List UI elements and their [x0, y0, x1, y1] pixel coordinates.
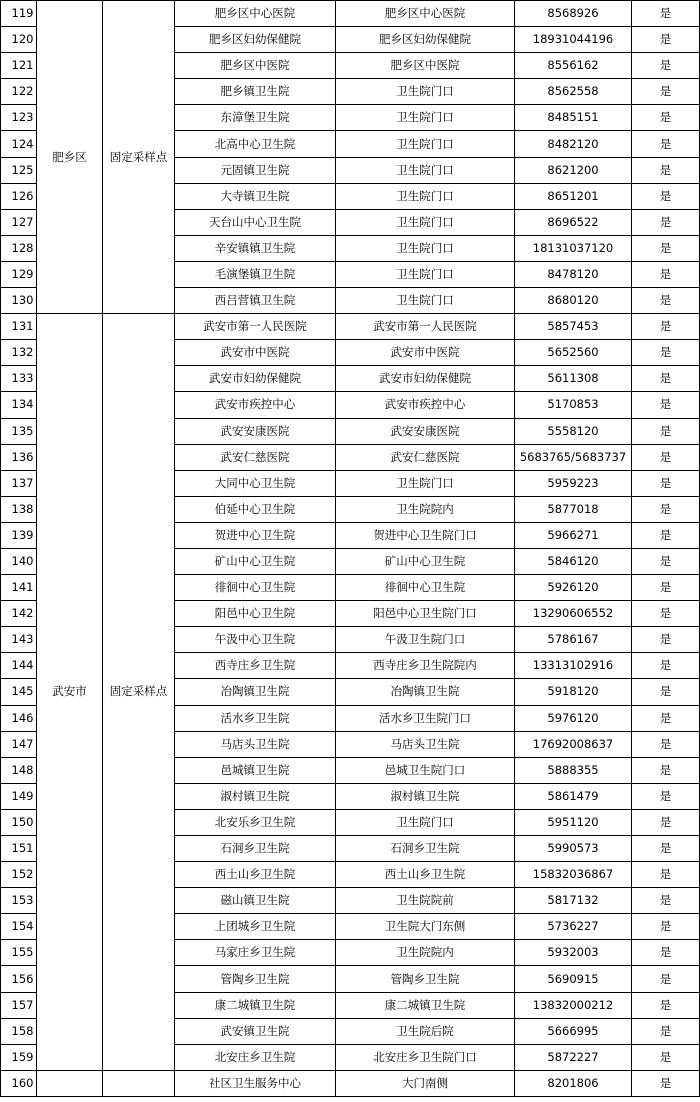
phone-cell: 5932003	[515, 940, 632, 966]
site-name-cell: 北安庄乡卫生院	[175, 1044, 336, 1070]
availability-cell: 是	[632, 809, 700, 835]
phone-cell: 8482120	[515, 131, 632, 157]
availability-cell: 是	[632, 183, 700, 209]
district-cell	[37, 1070, 103, 1096]
availability-cell: 是	[632, 261, 700, 287]
availability-cell: 是	[632, 992, 700, 1018]
sampling-location-cell: 贺进中心卫生院门口	[336, 522, 515, 548]
row-number-cell: 153	[1, 888, 37, 914]
phone-cell: 8562558	[515, 79, 632, 105]
site-name-cell: 武安市中医院	[175, 340, 336, 366]
phone-cell: 5683765/5683737	[515, 444, 632, 470]
sampling-location-cell: 大门南侧	[336, 1070, 515, 1096]
site-name-cell: 北高中心卫生院	[175, 131, 336, 157]
availability-cell: 是	[632, 1018, 700, 1044]
site-name-cell: 康二城镇卫生院	[175, 992, 336, 1018]
row-number-cell: 154	[1, 914, 37, 940]
table-body	[1, 1, 700, 1097]
row-number-cell: 140	[1, 548, 37, 574]
sampling-location-cell: 卫生院门口	[336, 131, 515, 157]
site-name-cell: 贺进中心卫生院	[175, 522, 336, 548]
row-number-cell: 147	[1, 731, 37, 757]
site-name-cell: 辛安镇镇卫生院	[175, 235, 336, 261]
sampling-location-cell: 卫生院门口	[336, 235, 515, 261]
row-number-cell: 145	[1, 679, 37, 705]
phone-cell: 5611308	[515, 366, 632, 392]
availability-cell: 是	[632, 496, 700, 522]
site-name-cell: 矿山中心卫生院	[175, 548, 336, 574]
sampling-location-cell: 卫生院院前	[336, 888, 515, 914]
row-number-cell: 139	[1, 522, 37, 548]
site-name-cell: 淑村镇卫生院	[175, 783, 336, 809]
phone-cell: 15832036867	[515, 862, 632, 888]
sampling-location-cell: 卫生院后院	[336, 1018, 515, 1044]
row-number-cell: 144	[1, 653, 37, 679]
site-name-cell: 大寺镇卫生院	[175, 183, 336, 209]
row-number-cell: 125	[1, 157, 37, 183]
site-name-cell: 石洞乡卫生院	[175, 836, 336, 862]
row-number-cell: 160	[1, 1070, 37, 1096]
availability-cell: 是	[632, 705, 700, 731]
phone-cell: 5861479	[515, 783, 632, 809]
site-name-cell: 马家庄乡卫生院	[175, 940, 336, 966]
sampling-location-cell: 卫生院门口	[336, 209, 515, 235]
availability-cell: 是	[632, 392, 700, 418]
row-number-cell: 137	[1, 470, 37, 496]
row-number-cell: 136	[1, 444, 37, 470]
availability-cell: 是	[632, 575, 700, 601]
sampling-location-cell: 卫生院门口	[336, 288, 515, 314]
phone-cell: 8478120	[515, 261, 632, 287]
row-number-cell: 124	[1, 131, 37, 157]
district-cell: 武安市	[37, 314, 103, 1071]
site-name-cell: 徘徊中心卫生院	[175, 575, 336, 601]
availability-cell: 是	[632, 522, 700, 548]
row-number-cell: 132	[1, 340, 37, 366]
phone-cell: 8568926	[515, 1, 632, 27]
phone-cell: 5926120	[515, 575, 632, 601]
phone-cell: 5888355	[515, 757, 632, 783]
phone-cell: 5170853	[515, 392, 632, 418]
availability-cell: 是	[632, 314, 700, 340]
phone-cell: 5817132	[515, 888, 632, 914]
site-name-cell: 活水乡卫生院	[175, 705, 336, 731]
row-number-cell: 119	[1, 1, 37, 27]
site-name-cell: 武安安康医院	[175, 418, 336, 444]
site-name-cell: 西土山乡卫生院	[175, 862, 336, 888]
phone-cell: 13290606552	[515, 601, 632, 627]
availability-cell: 是	[632, 288, 700, 314]
sampling-location-cell: 阳邑中心卫生院门口	[336, 601, 515, 627]
phone-cell: 5846120	[515, 548, 632, 574]
phone-cell: 18931044196	[515, 27, 632, 53]
row-number-cell: 120	[1, 27, 37, 53]
row-number-cell: 148	[1, 757, 37, 783]
site-name-cell: 武安市第一人民医院	[175, 314, 336, 340]
sampling-location-cell: 活水乡卫生院门口	[336, 705, 515, 731]
site-name-cell: 肥乡区妇幼保健院	[175, 27, 336, 53]
site-name-cell: 邑城镇卫生院	[175, 757, 336, 783]
row-number-cell: 135	[1, 418, 37, 444]
site-name-cell: 武安市疾控中心	[175, 392, 336, 418]
site-type-cell: 固定采样点	[103, 1, 175, 314]
phone-cell: 5666995	[515, 1018, 632, 1044]
sampling-location-cell: 西寺庄乡卫生院院内	[336, 653, 515, 679]
site-name-cell: 北安乐乡卫生院	[175, 809, 336, 835]
site-name-cell: 肥乡镇卫生院	[175, 79, 336, 105]
site-name-cell: 伯延中心卫生院	[175, 496, 336, 522]
sampling-location-cell: 武安仁慈医院	[336, 444, 515, 470]
availability-cell: 是	[632, 209, 700, 235]
availability-cell: 是	[632, 601, 700, 627]
sampling-location-cell: 淑村镇卫生院	[336, 783, 515, 809]
site-name-cell: 毛演堡镇卫生院	[175, 261, 336, 287]
phone-cell: 8201806	[515, 1070, 632, 1096]
site-name-cell: 武安市妇幼保健院	[175, 366, 336, 392]
sampling-location-cell: 武安市第一人民医院	[336, 314, 515, 340]
phone-cell: 5558120	[515, 418, 632, 444]
site-name-cell: 上团城乡卫生院	[175, 914, 336, 940]
availability-cell: 是	[632, 105, 700, 131]
sampling-location-cell: 卫生院门口	[336, 79, 515, 105]
row-number-cell: 126	[1, 183, 37, 209]
row-number-cell: 158	[1, 1018, 37, 1044]
availability-cell: 是	[632, 966, 700, 992]
availability-cell: 是	[632, 157, 700, 183]
row-number-cell: 159	[1, 1044, 37, 1070]
availability-cell: 是	[632, 862, 700, 888]
site-name-cell: 管陶乡卫生院	[175, 966, 336, 992]
phone-cell: 5857453	[515, 314, 632, 340]
sampling-location-cell: 卫生院门口	[336, 470, 515, 496]
site-name-cell: 肥乡区中心医院	[175, 1, 336, 27]
availability-cell: 是	[632, 131, 700, 157]
sampling-location-cell: 肥乡区中医院	[336, 53, 515, 79]
sampling-location-cell: 武安市中医院	[336, 340, 515, 366]
phone-cell: 5877018	[515, 496, 632, 522]
availability-cell: 是	[632, 783, 700, 809]
phone-cell: 5736227	[515, 914, 632, 940]
phone-cell: 13832000212	[515, 992, 632, 1018]
phone-cell: 5690915	[515, 966, 632, 992]
phone-cell: 18131037120	[515, 235, 632, 261]
availability-cell: 是	[632, 27, 700, 53]
phone-cell: 8680120	[515, 288, 632, 314]
row-number-cell: 121	[1, 53, 37, 79]
site-name-cell: 东漳堡卫生院	[175, 105, 336, 131]
phone-cell: 8651201	[515, 183, 632, 209]
site-type-cell	[103, 1070, 175, 1096]
availability-cell: 是	[632, 79, 700, 105]
site-name-cell: 肥乡区中医院	[175, 53, 336, 79]
phone-cell: 5959223	[515, 470, 632, 496]
row-number-cell: 129	[1, 261, 37, 287]
table-row	[1, 314, 700, 340]
site-name-cell: 天台山中心卫生院	[175, 209, 336, 235]
phone-cell: 5976120	[515, 705, 632, 731]
sampling-location-cell: 石洞乡卫生院	[336, 836, 515, 862]
sampling-location-cell: 肥乡区中心医院	[336, 1, 515, 27]
availability-cell: 是	[632, 548, 700, 574]
phone-cell: 17692008637	[515, 731, 632, 757]
site-name-cell: 冶陶镇卫生院	[175, 679, 336, 705]
site-name-cell: 武安仁慈医院	[175, 444, 336, 470]
availability-cell: 是	[632, 731, 700, 757]
phone-cell: 5918120	[515, 679, 632, 705]
availability-cell: 是	[632, 53, 700, 79]
row-number-cell: 127	[1, 209, 37, 235]
sampling-location-cell: 卫生院门口	[336, 809, 515, 835]
availability-cell: 是	[632, 418, 700, 444]
site-name-cell: 午汲中心卫生院	[175, 627, 336, 653]
row-number-cell: 142	[1, 601, 37, 627]
row-number-cell: 128	[1, 235, 37, 261]
phone-cell: 5652560	[515, 340, 632, 366]
district-cell: 肥乡区	[37, 1, 103, 314]
row-number-cell: 143	[1, 627, 37, 653]
row-number-cell: 141	[1, 575, 37, 601]
availability-cell: 是	[632, 1044, 700, 1070]
sampling-location-cell: 武安市妇幼保健院	[336, 366, 515, 392]
phone-cell: 8485151	[515, 105, 632, 131]
row-number-cell: 122	[1, 79, 37, 105]
availability-cell: 是	[632, 444, 700, 470]
sampling-location-cell: 卫生院大门东侧	[336, 914, 515, 940]
phone-cell: 8621200	[515, 157, 632, 183]
row-number-cell: 131	[1, 314, 37, 340]
sampling-location-cell: 管陶乡卫生院	[336, 966, 515, 992]
availability-cell: 是	[632, 1070, 700, 1096]
sampling-location-cell: 卫生院门口	[336, 261, 515, 287]
sampling-location-cell: 卫生院门口	[336, 183, 515, 209]
availability-cell: 是	[632, 340, 700, 366]
sampling-location-cell: 卫生院院内	[336, 496, 515, 522]
site-name-cell: 西寺庄乡卫生院	[175, 653, 336, 679]
sampling-location-cell: 肥乡区妇幼保健院	[336, 27, 515, 53]
row-number-cell: 133	[1, 366, 37, 392]
row-number-cell: 152	[1, 862, 37, 888]
site-name-cell: 阳邑中心卫生院	[175, 601, 336, 627]
row-number-cell: 146	[1, 705, 37, 731]
row-number-cell: 138	[1, 496, 37, 522]
site-name-cell: 大同中心卫生院	[175, 470, 336, 496]
sampling-location-cell: 康二城镇卫生院	[336, 992, 515, 1018]
phone-cell: 5951120	[515, 809, 632, 835]
row-number-cell: 134	[1, 392, 37, 418]
site-name-cell: 马店头卫生院	[175, 731, 336, 757]
phone-cell: 13313102916	[515, 653, 632, 679]
sampling-location-cell: 邑城卫生院门口	[336, 757, 515, 783]
table-row	[1, 1, 700, 27]
row-number-cell: 149	[1, 783, 37, 809]
row-number-cell: 157	[1, 992, 37, 1018]
availability-cell: 是	[632, 1, 700, 27]
row-number-cell: 156	[1, 966, 37, 992]
sampling-location-cell: 卫生院门口	[336, 105, 515, 131]
availability-cell: 是	[632, 235, 700, 261]
sampling-location-cell: 西土山乡卫生院	[336, 862, 515, 888]
sampling-location-cell: 卫生院院内	[336, 940, 515, 966]
site-name-cell: 西吕营镇卫生院	[175, 288, 336, 314]
sampling-location-cell: 北安庄乡卫生院门口	[336, 1044, 515, 1070]
sampling-location-cell: 矿山中心卫生院	[336, 548, 515, 574]
site-type-cell: 固定采样点	[103, 314, 175, 1071]
availability-cell: 是	[632, 653, 700, 679]
sampling-location-cell: 武安市疾控中心	[336, 392, 515, 418]
availability-cell: 是	[632, 940, 700, 966]
sampling-location-cell: 徘徊中心卫生院	[336, 575, 515, 601]
site-name-cell: 磁山镇卫生院	[175, 888, 336, 914]
row-number-cell: 155	[1, 940, 37, 966]
phone-cell: 8696522	[515, 209, 632, 235]
availability-cell: 是	[632, 914, 700, 940]
row-number-cell: 151	[1, 836, 37, 862]
phone-cell: 5966271	[515, 522, 632, 548]
sampling-location-cell: 卫生院门口	[336, 157, 515, 183]
availability-cell: 是	[632, 627, 700, 653]
availability-cell: 是	[632, 366, 700, 392]
sampling-location-cell: 武安安康医院	[336, 418, 515, 444]
row-number-cell: 150	[1, 809, 37, 835]
availability-cell: 是	[632, 836, 700, 862]
availability-cell: 是	[632, 757, 700, 783]
phone-cell: 5786167	[515, 627, 632, 653]
row-number-cell: 130	[1, 288, 37, 314]
phone-cell: 5872227	[515, 1044, 632, 1070]
availability-cell: 是	[632, 888, 700, 914]
phone-cell: 5990573	[515, 836, 632, 862]
availability-cell: 是	[632, 470, 700, 496]
availability-cell: 是	[632, 679, 700, 705]
sampling-location-cell: 冶陶镇卫生院	[336, 679, 515, 705]
sampling-location-cell: 马店头卫生院	[336, 731, 515, 757]
row-number-cell: 123	[1, 105, 37, 131]
phone-cell: 8556162	[515, 53, 632, 79]
site-name-cell: 元固镇卫生院	[175, 157, 336, 183]
site-name-cell: 社区卫生服务中心	[175, 1070, 336, 1096]
site-name-cell: 武安镇卫生院	[175, 1018, 336, 1044]
table-row	[1, 1070, 700, 1096]
sampling-location-cell: 午汲卫生院门口	[336, 627, 515, 653]
